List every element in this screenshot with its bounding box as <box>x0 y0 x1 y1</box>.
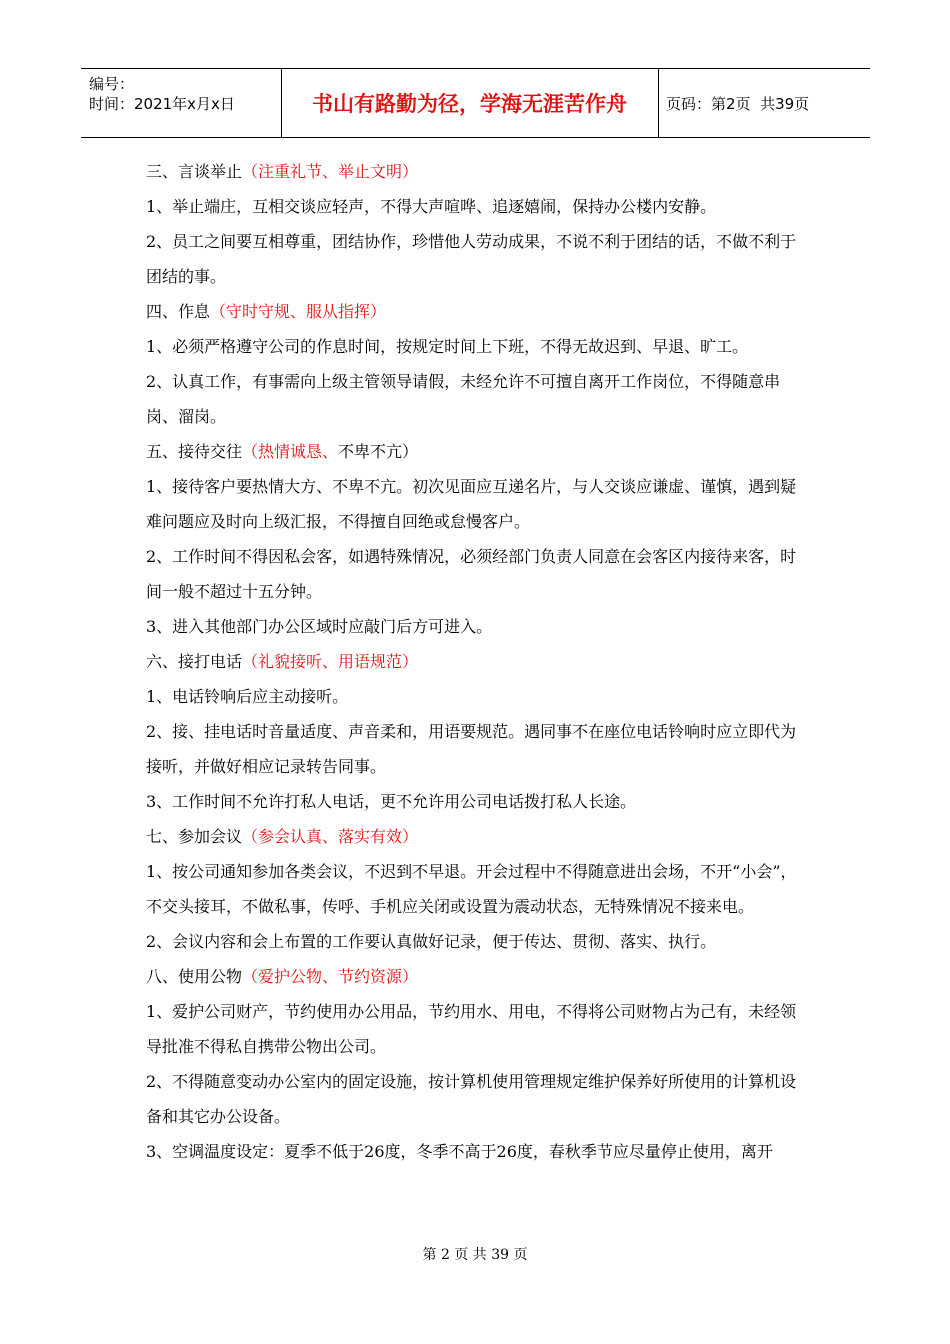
paragraph <box>146 609 806 644</box>
paragraph-text: 四、作息 <box>146 302 211 321</box>
paragraph <box>146 364 806 434</box>
paragraph-text: 1、爱护公司财产，节约使用办公用品，节约用水、用电，不得将公司财物占为己有，未经领导批准不得私自携带公物出公司。 <box>146 1002 797 1056</box>
paragraph-text: 七、参加会议 <box>146 827 243 846</box>
section-heading <box>146 434 806 469</box>
document-number-label: 编号： <box>89 75 135 93</box>
header-meta <box>81 69 282 137</box>
paragraph <box>146 329 806 364</box>
paragraph-text: 3、进入其他部门办公区域时应敲门后方可进入。 <box>146 617 493 636</box>
paragraph <box>146 994 806 1064</box>
paragraph <box>146 469 806 539</box>
paragraph <box>146 224 806 294</box>
paragraph-text: 1、电话铃响后应主动接听。 <box>146 687 349 706</box>
paragraph-text: 1、接待客户要热情大方、不卑不亢。初次见面应互递名片，与人交谈应谦虚、谨慎，遇到疑难问题应及时向上级汇报，不得擅自回绝或怠慢客户。 <box>146 477 797 531</box>
paragraph <box>146 1064 806 1134</box>
paragraph-text: 五、接待交往 <box>146 442 243 461</box>
paragraph-text: 八、使用公物 <box>146 967 243 986</box>
paragraph-text: 1、必须严格遵守公司的作息时间，按规定时间上下班，不得无故迟到、早退、旷工。 <box>146 337 749 356</box>
paragraph <box>146 189 806 224</box>
section-motto: （热情诚恳、 <box>242 442 339 461</box>
section-heading <box>146 294 806 329</box>
page-header <box>81 68 870 138</box>
paragraph-text: 3、工作时间不允许打私人电话，更不允许用公司电话拨打私人长途。 <box>146 792 637 811</box>
paragraph-text: 2、员工之间要互相尊重，团结协作，珍惜他人劳动成果，不说不利于团结的话，不做不利于团结的事。 <box>146 232 797 286</box>
paragraph-text: 2、不得随意变动办公室内的固定设施，按计算机使用管理规定维护保养好所使用的计算机设备和其它办公设备。 <box>146 1072 797 1126</box>
document-date: 时间：2021年x月x日 <box>89 95 235 113</box>
paragraph-text: 3、空调温度设定：夏季不低于26度，冬季不高于26度，春秋季节应尽量停止使用，离开 <box>146 1142 773 1161</box>
section-motto: （参会认真、落实有效） <box>242 827 419 846</box>
paragraph-text: 2、工作时间不得因私会客，如遇特殊情况，必须经部门负责人同意在会客区内接待来客，时间一般不超过十五分钟。 <box>146 547 797 601</box>
paragraph <box>146 714 806 784</box>
section-motto: （爱护公物、节约资源） <box>242 967 419 986</box>
section-motto: （礼貌接听、用语规范） <box>242 652 419 671</box>
paragraph-text: 2、接、挂电话时音量适度、声音柔和，用语要规范。遇同事不在座位电话铃响时应立即代为接听，并做好相应记录转告同事。 <box>146 722 797 776</box>
section-heading <box>146 154 806 189</box>
page-footer: 第 2 页 共 39 页 <box>422 1247 528 1263</box>
paragraph-text: 六、接打电话 <box>146 652 243 671</box>
header-motto: 书山有路勤为径，学海无涯苦作舟 <box>281 69 659 137</box>
paragraph <box>146 854 806 924</box>
paragraph-text: 1、举止端庄，互相交谈应轻声，不得大声喧哗、追逐嬉闹，保持办公楼内安静。 <box>146 197 717 216</box>
paragraph <box>146 924 806 959</box>
paragraph-text: 2、认真工作，有事需向上级主管领导请假，未经允许不可擅自离开工作岗位，不得随意串岗、溜岗。 <box>146 372 781 426</box>
paragraph <box>146 1134 806 1169</box>
header-page-info: 页码：第2页 共39页 <box>666 94 810 113</box>
document-body <box>146 154 806 1169</box>
paragraph-text: 1、按公司通知参加各类会议，不迟到不早退。开会过程中不得随意进出会场，不开“小会”，不交头接耳，不做私事，传呼、手机应关闭或设置为震动状态，无特殊情况不接来电。 <box>146 862 797 916</box>
paragraph-text: 2、会议内容和会上布置的工作要认真做好记录，便于传达、贯彻、落实、执行。 <box>146 932 717 951</box>
section-motto: （注重礼节、举止文明） <box>242 162 419 181</box>
section-motto-tail: 不卑不亢） <box>338 442 419 461</box>
section-motto: （守时守规、服从指挥） <box>210 302 387 321</box>
paragraph <box>146 539 806 609</box>
paragraph <box>146 784 806 819</box>
section-heading <box>146 819 806 854</box>
paragraph <box>146 679 806 714</box>
paragraph-text: 三、言谈举止 <box>146 162 243 181</box>
section-heading <box>146 959 806 994</box>
section-heading <box>146 644 806 679</box>
